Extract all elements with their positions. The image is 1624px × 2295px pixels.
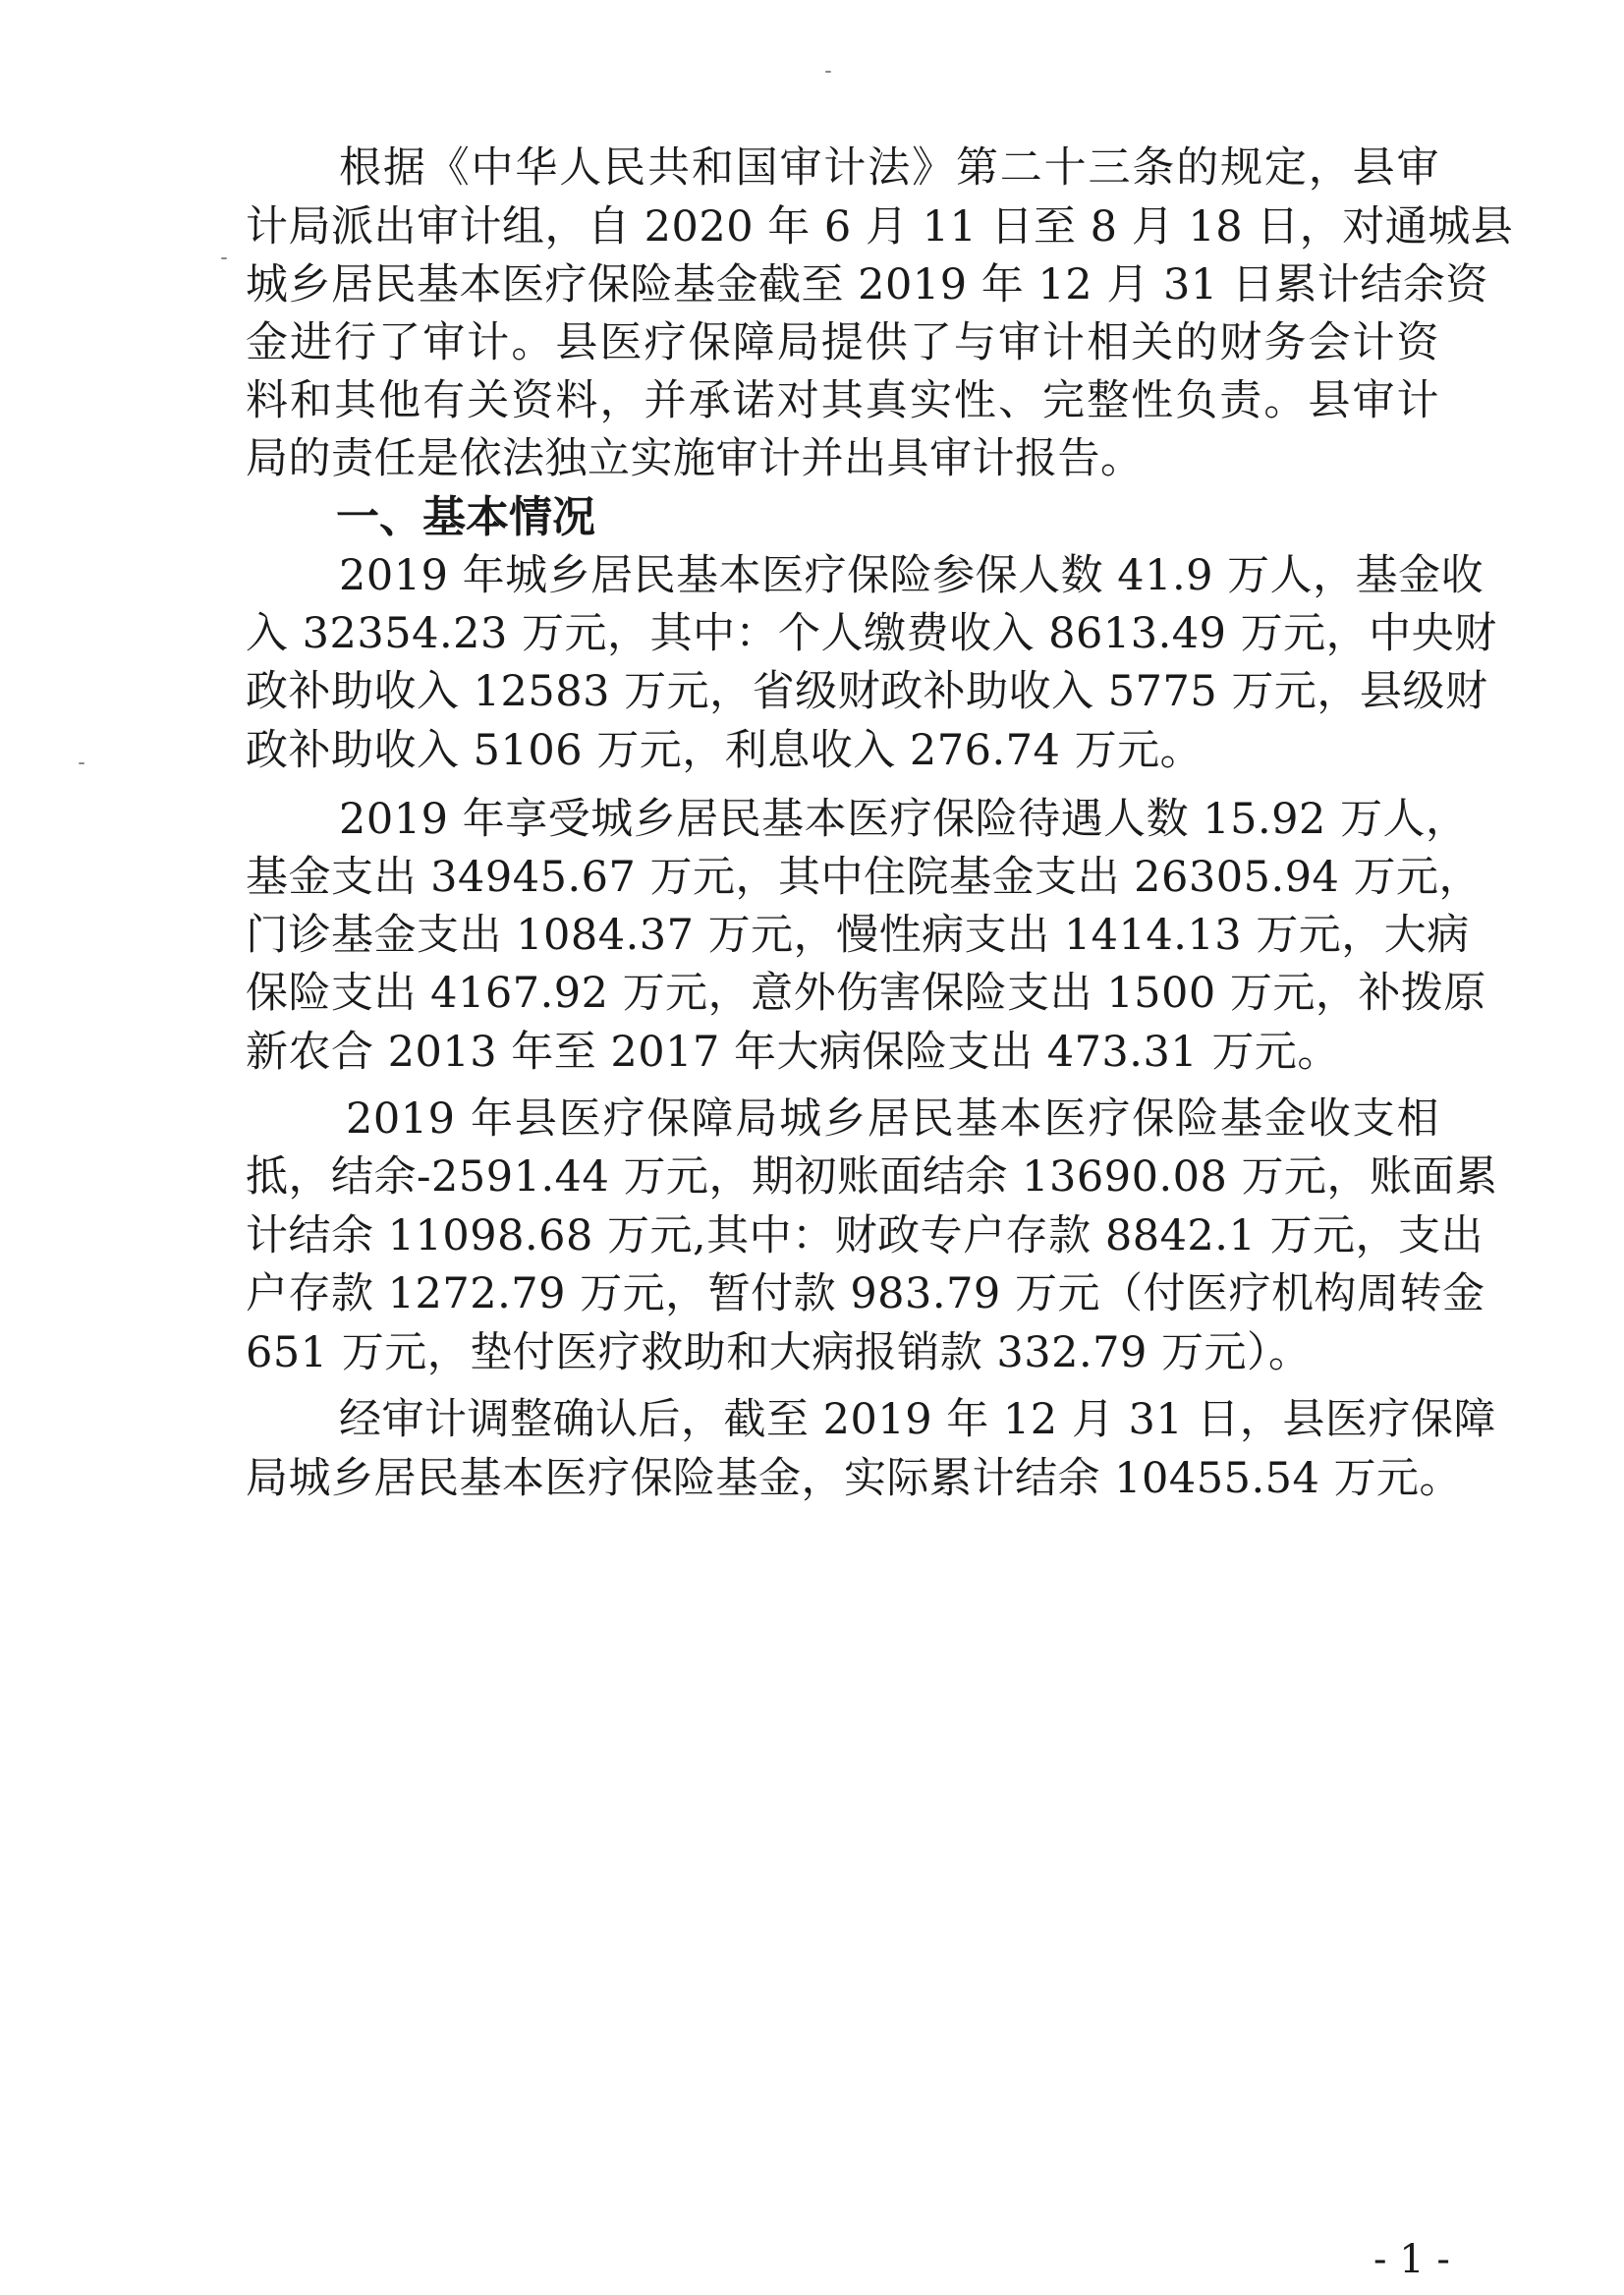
section-heading: 一、基本情况 — [336, 492, 595, 542]
paragraph-2-line-3: 政补助收入 12583 万元，省级财政补助收入 5775 万元，县级财 — [246, 667, 1488, 716]
paragraph-5-line-1: 经审计调整确认后，截至 2019 年 12 月 31 日，县医疗保障 — [339, 1395, 1496, 1444]
paragraph-4-line-4: 户存款 1272.79 万元，暂付款 983.79 万元（付医疗机构周转金 — [246, 1269, 1485, 1318]
paragraph-4-line-2: 抵，结余-2591.44 万元，期初账面结余 13690.08 万元，账面累 — [246, 1152, 1498, 1202]
paragraph-3-line-1: 2019 年享受城乡居民基本医疗保险待遇人数 15.92 万人， — [339, 795, 1469, 844]
paragraph-4-line-1: 2019 年县医疗保障局城乡居民基本医疗保险基金收支相 — [346, 1094, 1439, 1144]
scan-speck — [825, 71, 831, 73]
paragraph-2-line-2: 入 32354.23 万元，其中：个人缴费收入 8613.49 万元，中央财 — [246, 609, 1497, 658]
scan-speck — [79, 762, 84, 764]
paragraph-1-line-5: 料和其他有关资料，并承诺对其真实性、完整性负责。县审计 — [246, 376, 1439, 425]
paragraph-3-line-4: 保险支出 4167.92 万元，意外伤害保险支出 1500 万元，补拨原 — [246, 969, 1486, 1018]
paragraph-4-line-5: 651 万元，垫付医疗救助和大病报销款 332.79 万元）。 — [246, 1328, 1312, 1377]
paragraph-2-line-4: 政补助收入 5106 万元，利息收入 276.74 万元。 — [246, 726, 1204, 775]
paragraph-1-line-1: 根据《中华人民共和国审计法》第二十三条的规定，县审 — [339, 143, 1439, 193]
paragraph-2-line-1: 2019 年城乡居民基本医疗保险参保人数 41.9 万人，基金收 — [339, 551, 1484, 600]
paragraph-1-line-3: 城乡居民基本医疗保险基金截至 2019 年 12 月 31 日累计结余资 — [246, 260, 1488, 309]
paragraph-1-line-6: 局的责任是依法独立实施审计并出具审计报告。 — [246, 434, 1144, 483]
paragraph-3-line-3: 门诊基金支出 1084.37 万元，慢性病支出 1414.13 万元，大病 — [246, 911, 1470, 960]
paragraph-1-line-4: 金进行了审计。县医疗保障局提供了与审计相关的财务会计资 — [246, 318, 1439, 367]
paragraph-1-line-2: 计局派出审计组，自 2020 年 6 月 11 日至 8 月 18 日，对通城县 — [246, 202, 1514, 252]
paragraph-3-line-2: 基金支出 34945.67 万元，其中住院基金支出 26305.94 万元， — [246, 853, 1483, 902]
page-number: - 1 - — [1373, 2237, 1450, 2282]
paragraph-4-line-3: 计结余 11098.68 万元,其中：财政专户存款 8842.1 万元，支出 — [246, 1211, 1484, 1260]
scan-speck — [221, 257, 227, 259]
paragraph-5-line-2: 局城乡居民基本医疗保险基金，实际累计结余 10455.54 万元。 — [246, 1454, 1463, 1503]
paragraph-3-line-5: 新农合 2013 年至 2017 年大病保险支出 473.31 万元。 — [246, 1028, 1340, 1077]
